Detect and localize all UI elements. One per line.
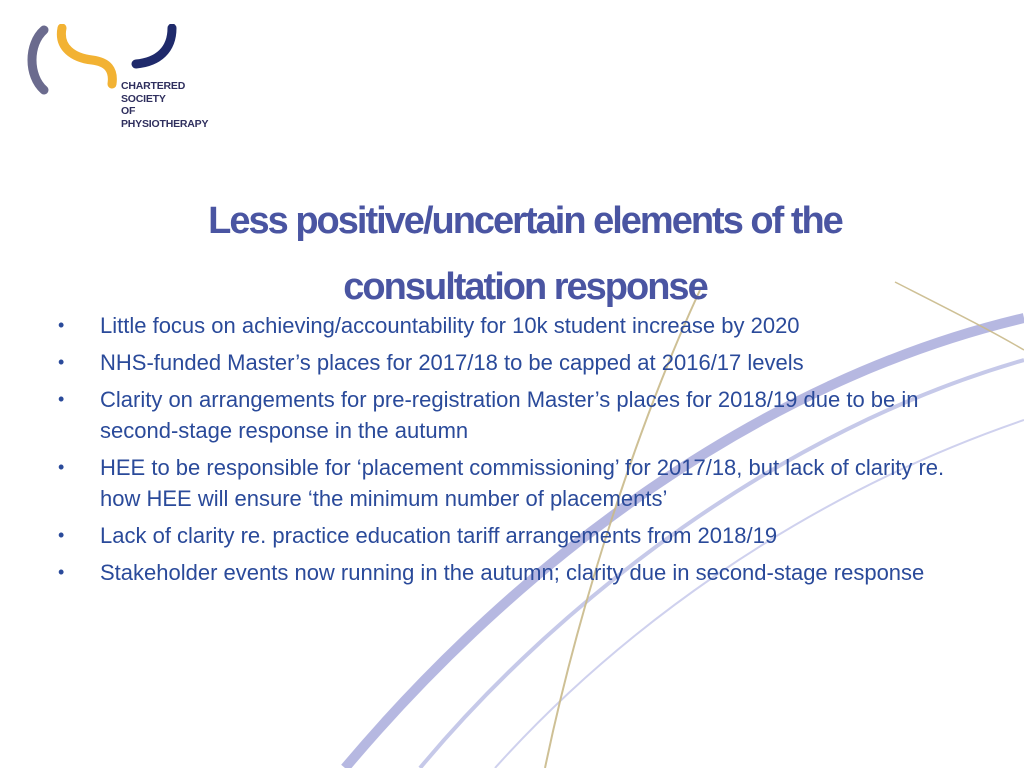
csp-logo-text <box>121 80 208 130</box>
bullet-icon: • <box>58 389 65 409</box>
bullet-icon: • <box>58 457 65 477</box>
logo-line: PHYSIOTHERAPY <box>121 117 209 130</box>
bullet-text: HEE to be responsible for ‘placement commissioning’ for 2017/18, but lack of clarity re. how HEE will ensure ‘the minimum number of placements’ <box>100 455 945 511</box>
bullet-item <box>55 520 985 551</box>
bullet-icon: • <box>58 352 65 372</box>
bullet-item <box>55 452 985 514</box>
bullet-item <box>55 557 985 588</box>
logo-line: OF <box>121 105 136 117</box>
bullet-item <box>55 347 985 378</box>
bullet-list <box>55 310 985 594</box>
bullet-text: Little focus on achieving/accountability for 10k student increase by 2020 <box>100 313 800 338</box>
bullet-item <box>55 384 985 446</box>
bullet-text: Lack of clarity re. practice education tariff arrangements from 2018/19 <box>100 523 778 548</box>
bullet-icon: • <box>58 525 65 545</box>
csp-logo <box>22 24 222 134</box>
logo-line: CHARTERED <box>121 80 186 92</box>
bullet-text: Clarity on arrangements for pre-registration Master’s places for 2018/19 due to be in second-stage response in the autumn <box>100 387 919 443</box>
bullet-text: NHS-funded Master’s places for 2017/18 to be capped at 2016/17 levels <box>100 350 804 375</box>
logo-line: SOCIETY <box>121 92 166 105</box>
bullet-icon: • <box>58 315 65 335</box>
slide-title <box>40 188 1010 320</box>
bullet-icon: • <box>58 562 65 582</box>
bullet-text: Stakeholder events now running in the autumn; clarity due in second-stage response <box>100 560 925 585</box>
slide-title-line-2: consultation response <box>343 266 707 308</box>
slide-title-line-1: Less positive/uncertain elements of the <box>208 200 842 242</box>
bullet-item <box>55 310 985 341</box>
